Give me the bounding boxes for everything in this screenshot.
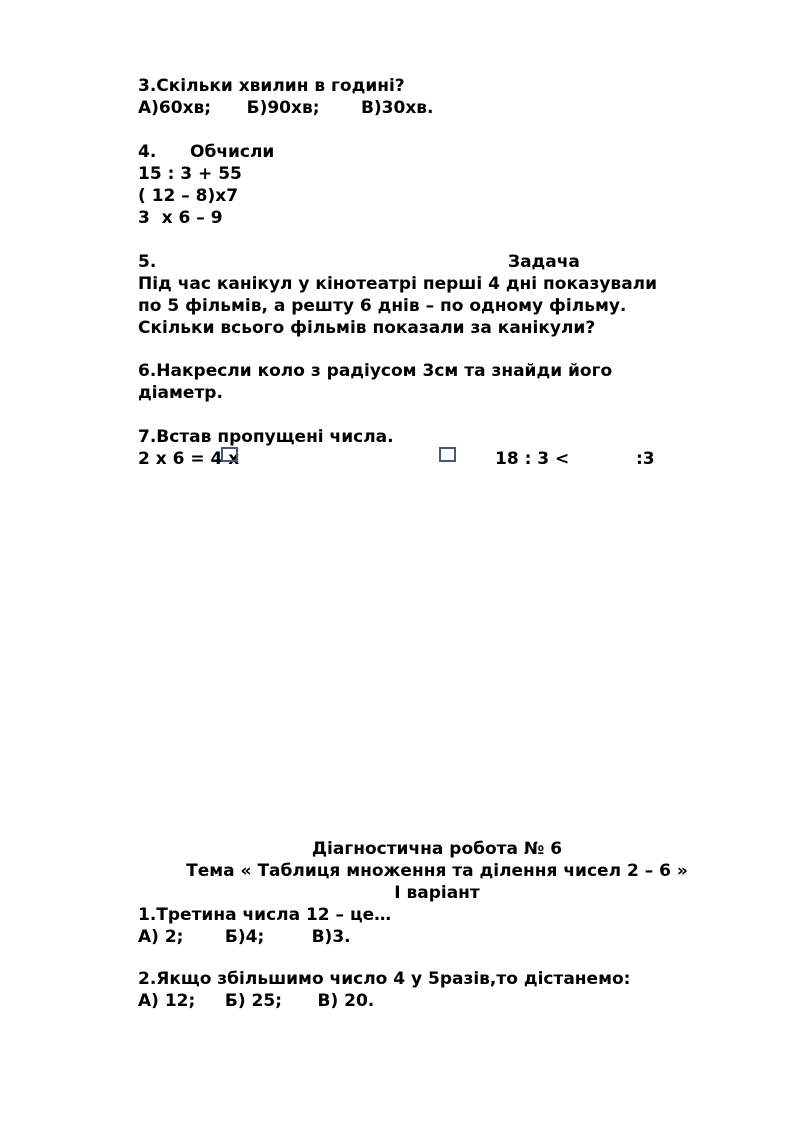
q5-line-1: Під час канікул у кінотеатрі перші 4 дні показували [138, 274, 658, 294]
answer-box-1[interactable] [221, 447, 238, 462]
q6-line-2: діаметр. [138, 383, 223, 403]
section-title: Діагностична робота № 6 [311, 839, 563, 859]
q4-title: Обчисли [190, 142, 275, 162]
q6-line-1: 6.Накресли коло з радіусом 3см та знайди його [138, 361, 613, 381]
section-variant: І варіант [394, 883, 480, 903]
q4-expression-3: 3 х 6 – 9 [138, 208, 223, 228]
q7-expression-1: 2 х 6 = 4 х [138, 449, 240, 469]
s2-q2-options: А) 12; Б) 25; В) 20. [138, 991, 375, 1011]
s2-q1-options: А) 2; Б)4; В)3. [138, 927, 351, 947]
q5-line-3: Скільки всього фільмів показали за канікули? [138, 318, 596, 338]
q5-number: 5. [138, 252, 157, 272]
q3-question: 3.Скільки хвилин в годині? [138, 76, 405, 96]
q7-expression-2-end: :3 [636, 449, 655, 469]
q7-expression-2: 18 : 3 < [495, 449, 570, 469]
q4-number: 4. [138, 142, 157, 162]
answer-box-2[interactable] [439, 447, 456, 462]
q4-expression-1: 15 : 3 + 55 [138, 164, 242, 184]
q7-question: 7.Встав пропущені числа. [138, 427, 394, 447]
section-topic: Тема « Таблиця множення та ділення чисел 2 – 6 » [186, 861, 688, 881]
s2-q1-question: 1.Третина числа 12 – це… [138, 905, 392, 925]
s2-q2-question: 2.Якщо збільшимо число 4 у 5разів,то дістанемо: [138, 969, 631, 989]
q5-line-2: по 5 фільмів, а решту 6 днів – по одному фільму. [138, 296, 627, 316]
q5-title: Задача [508, 252, 580, 272]
q3-options: А)60хв; Б)90хв; В)30хв. [138, 98, 434, 118]
q4-expression-2: ( 12 – 8)х7 [138, 186, 239, 206]
